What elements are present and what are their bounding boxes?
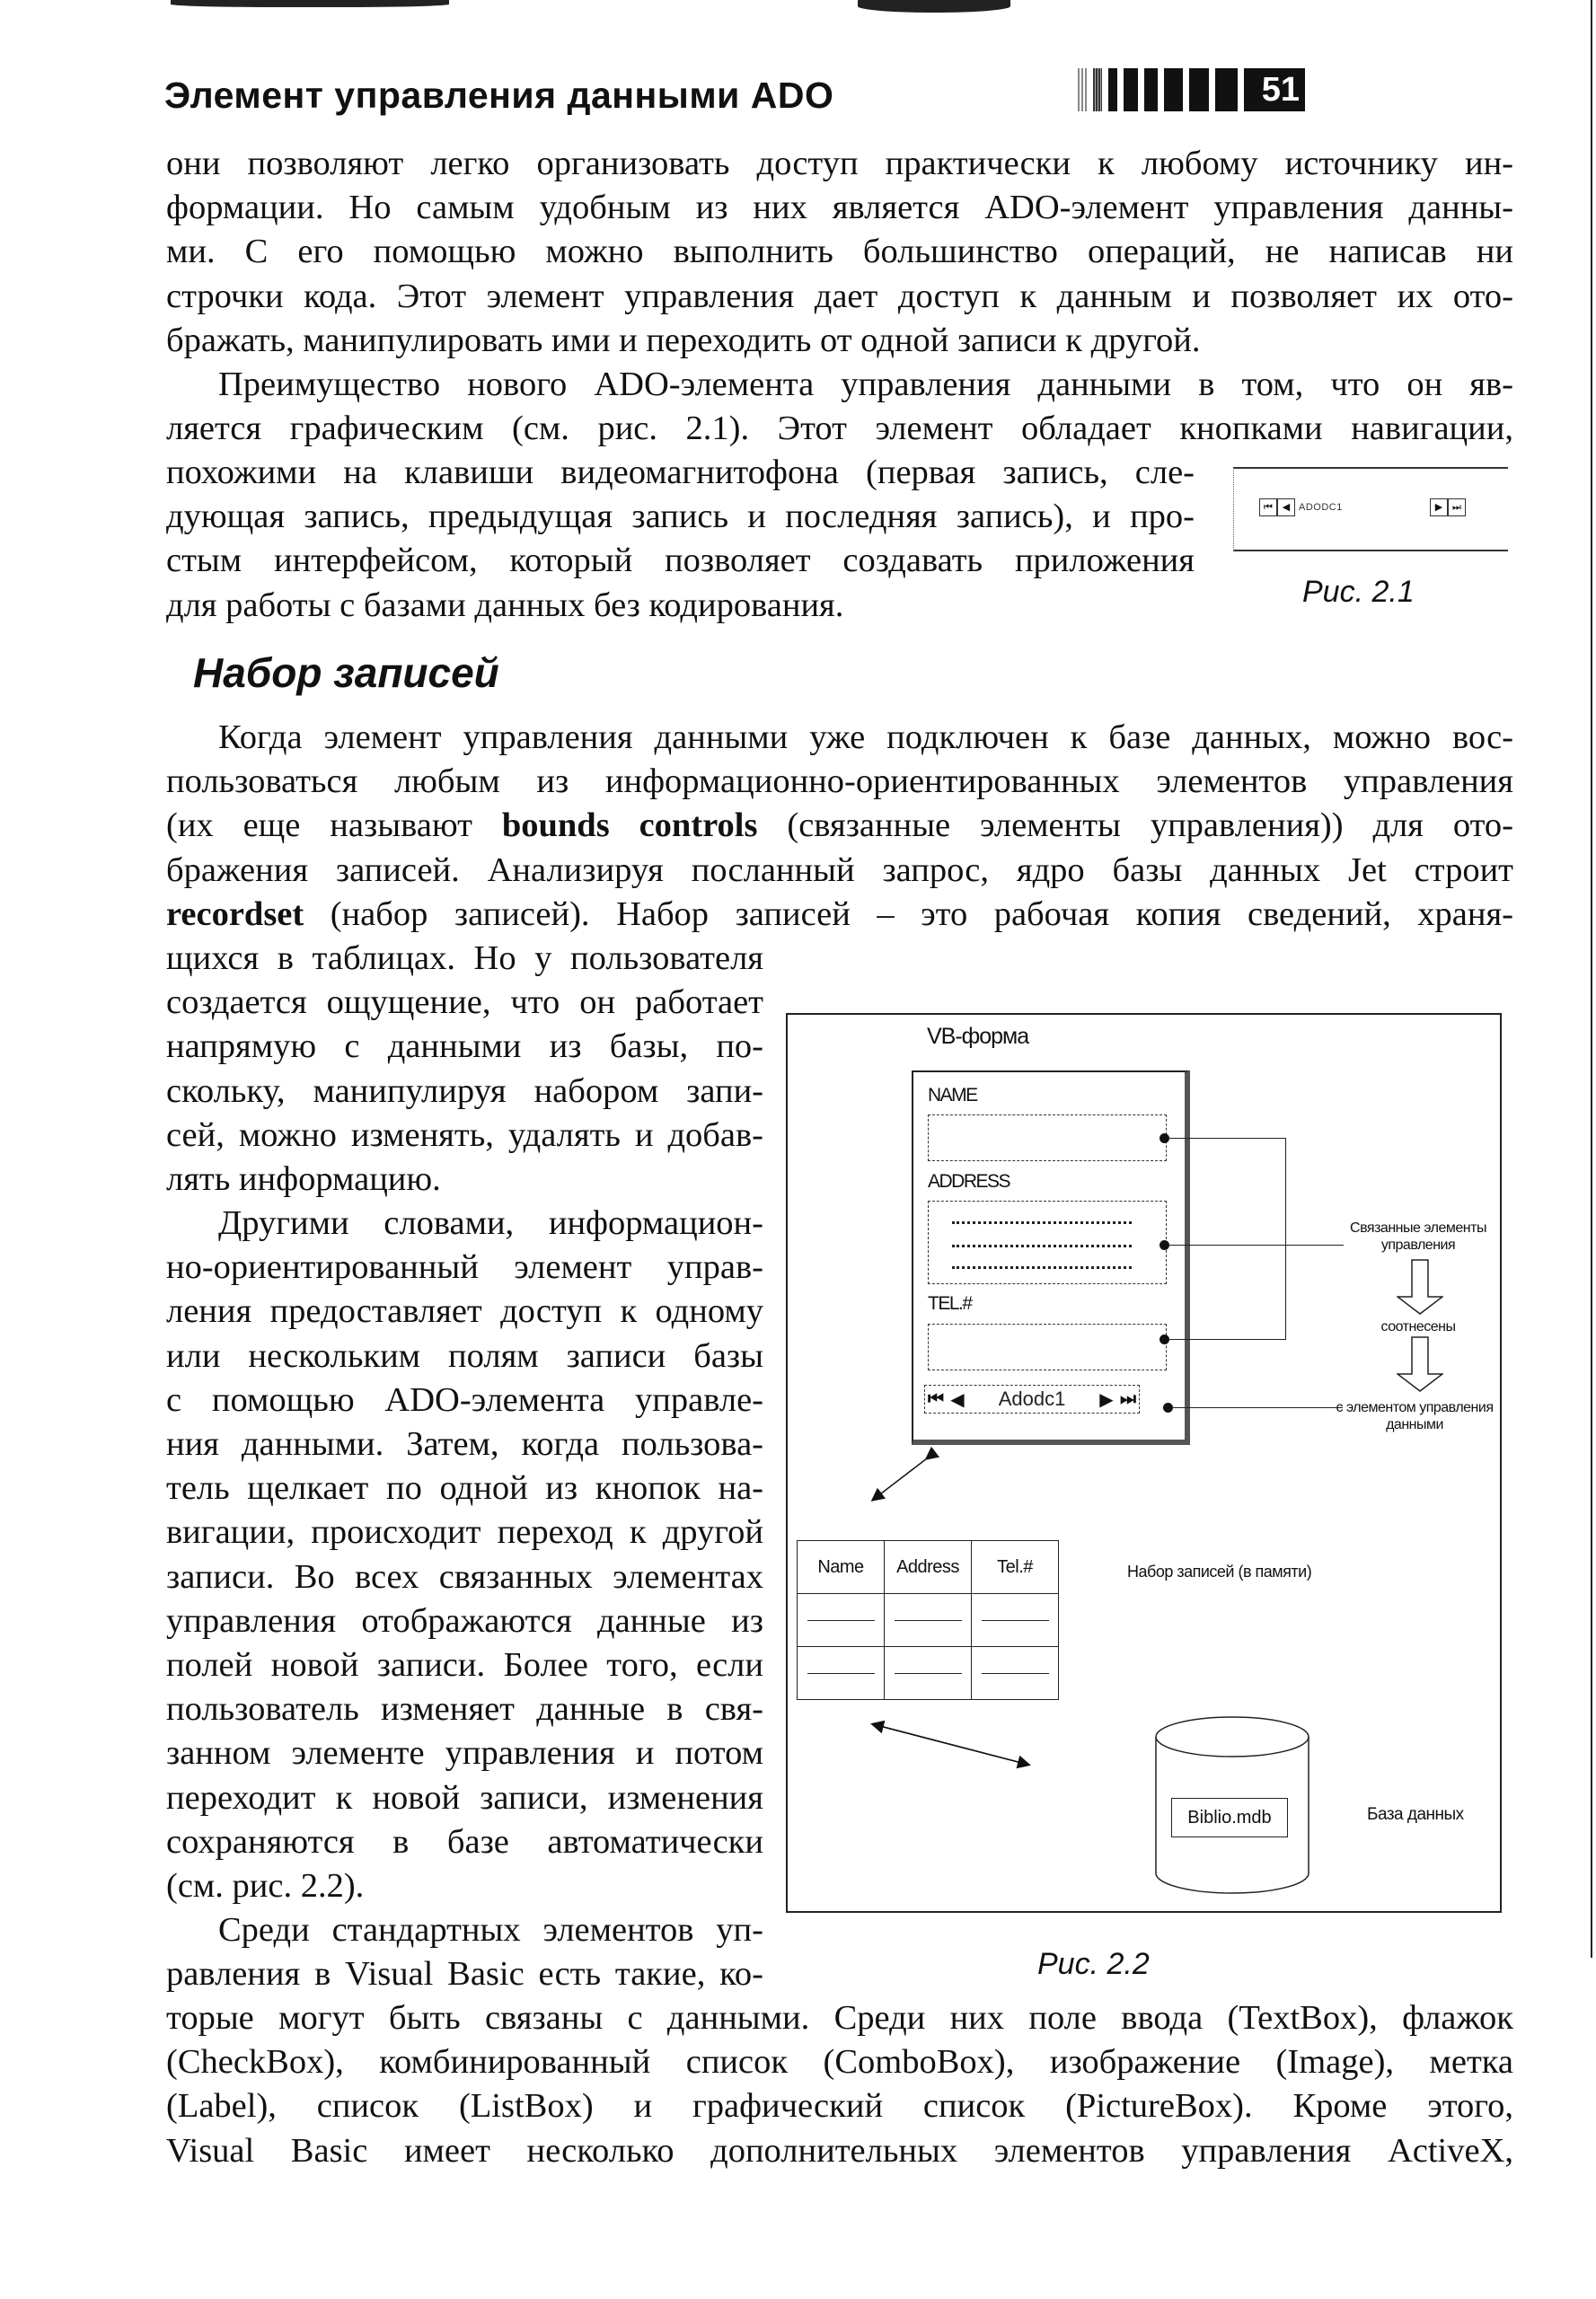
text-line: ления предоставляет доступ к одному [166,1292,763,1331]
adodc-caption: Adodc1 [998,1387,1066,1410]
text-line [166,893,1513,937]
previous-record-button[interactable] [1277,498,1295,516]
text-line: полей новой записи. Более того, если [166,1646,763,1685]
first-record-button[interactable] [1259,498,1277,516]
text-line: ния данными. Затем, когда пользова- [166,1425,763,1464]
label-line: Связанные элементы [1350,1220,1486,1236]
ado-navigation-bar [1259,498,1466,516]
header-bar [1164,68,1183,111]
text-line: создается ощущение, что он работает [166,983,763,1022]
header-bar [1093,68,1102,111]
table-cell [798,1647,885,1700]
header-bar [1108,68,1117,111]
paragraph-5-wrapped [166,1908,763,1996]
column-header-name: Name [798,1541,885,1594]
text-line: переходит к новой записи, изменения [166,1778,763,1817]
text-line: (CheckBox), комбинированный список (ComboBox), изображение (Image), метка [166,2043,1513,2082]
paragraph-3 [166,716,1513,937]
text-line: они позволяют легко организовать доступ практически к любому источнику ин- [166,145,1513,182]
prev-record-icon: ◀ [950,1389,965,1410]
column-header-address: Address [885,1541,972,1594]
header-decorative-bars [1078,68,1305,111]
text-line: пользоваться любым из информационно-ориентированных элементов управления [166,762,1513,801]
header-bar [1144,68,1158,111]
table-cell [798,1594,885,1647]
flow-arrows [788,1015,1503,1915]
figure-2-1-ado-control [1233,467,1508,551]
figure-2-1-caption: Рис. 2.1 [1302,575,1415,609]
next-record-button[interactable] [1430,498,1448,516]
text-line: управления отображаются данные из [166,1601,763,1640]
database-file-label: Biblio.mdb [1171,1798,1288,1837]
text-line: дующая запись, предыдущая запись и последняя запись), и про- [166,498,1195,536]
text-line: торые могут быть связаны с данными. Среди них поле ввода (TextBox), флажок [166,1999,1513,2037]
text-line: пользователь изменяет данные в свя- [166,1690,763,1729]
paragraph-2-wrapped [166,451,1195,628]
text-line: Другими словами, информацион- [218,1204,763,1242]
text-line: ми. С его помощью можно выполнить большинство операций, не написав ни [166,233,1513,271]
table-row [798,1647,1059,1700]
label-line: данными [1386,1417,1443,1432]
text-line: тель щелкает по одной из кнопок на- [166,1469,763,1508]
figure-2-2-caption: Рис. 2.2 [1037,1947,1150,1981]
text-line: сей, можно изменять, удалять и добав- [166,1115,763,1154]
text-line: но-ориентированный элемент управ- [166,1248,763,1287]
label-database: База данных [1367,1805,1464,1824]
scan-artifact-top-middle [858,0,1010,13]
last-record-icon: ⏭ [1120,1388,1136,1409]
text-line: или нескольким полям записи базы [166,1336,763,1375]
last-record-button[interactable] [1448,498,1466,516]
text-fragment: (связанные элементы управления)) для ото- [757,806,1513,845]
recordset-table [797,1540,1059,1700]
figure-2-2-diagram [786,1013,1502,1913]
page-edge-line [1591,0,1592,1958]
text-line: скольку, манипулируя набором запи- [166,1071,763,1110]
text-line: Среди стандартных элементов уп- [218,1911,763,1949]
column-header-tel: Tel.# [972,1541,1059,1594]
text-line: напрямую с данными из базы, по- [166,1027,763,1066]
text-line: похожими на клавиши видеомагнитофона (первая запись, сле- [166,454,1195,491]
header-bar [1078,68,1087,111]
text-line: сохраняются в базе автоматически [166,1822,763,1861]
text-fragment: (набор записей). Набор записей – это рабочая копия сведений, храня- [304,894,1513,933]
text-line: ляется графическим (см. рис. 2.1). Этот элемент обладает кнопками навигации, [166,410,1513,448]
first-record-icon: ⏮ [928,1388,944,1409]
vb-form-title: VB-форма [927,1024,1029,1049]
paragraph-2 [166,363,1513,451]
scan-artifact-top-left [171,0,449,7]
text-line: Преимущество нового ADO-элемента управления данными в том, что он яв- [218,366,1513,403]
page-number: 51 [1244,68,1305,111]
running-header-title: Элемент управления данными ADO [164,75,834,116]
table-cell [972,1594,1059,1647]
text-line [166,804,1513,848]
section-title: Набор записей [193,649,499,696]
label-related: соотнесены [1380,1319,1456,1334]
term-bounds-controls: bounds controls [501,806,758,845]
table-row [798,1594,1059,1647]
table-cell [885,1594,972,1647]
term-recordset: recordset [166,894,304,933]
paragraph-5 [166,1996,1513,2173]
table-cell [972,1647,1059,1700]
next-record-icon: ▶ [1434,501,1443,513]
text-line: занном элементе управления и потом [166,1734,763,1773]
label-recordset-in-memory: Набор записей (в памяти) [1127,1563,1312,1581]
text-line: строчки кода. Этот элемент управления дает доступ к данным и позволяет их ото- [166,277,1513,315]
field-label-name: NAME [928,1085,977,1105]
field-label-tel: TEL.# [928,1293,972,1314]
text-line: вигации, происходит переход к другой [166,1513,763,1552]
text-line: равления в Visual Basic есть такие, ко- [166,1955,763,1994]
label-line: с элементом управления [1336,1400,1494,1415]
label-line: управления [1380,1238,1456,1253]
header-bar [1124,68,1138,111]
text-line: формации. Но самым удобным из них является ADO-элемент управления данны- [166,189,1513,227]
field-label-address: ADDRESS [928,1171,1010,1192]
paragraph-3-wrapped [166,937,763,1202]
text-line: бражения записей. Анализируя посланный запрос, ядро базы данных Jet строит [166,850,1513,889]
first-record-icon: ⏮ [1264,501,1273,513]
text-line: лять информацию. [166,1160,441,1199]
prev-record-icon: ◀ [1282,501,1291,513]
ado-control-caption: ADODC1 [1299,502,1343,513]
text-line: бражать, манипулировать ими и переходить от одной записи к другой. [166,321,1201,359]
paragraph-4 [166,1202,763,1908]
text-line: Visual Basic имеет несколько дополнительных элементов управления ActiveX, [166,2131,1513,2170]
header-bar [1215,68,1238,111]
text-line: записи. Во всех связанных элементах [166,1557,763,1596]
next-record-icon: ▶ [1099,1389,1114,1410]
table-cell [885,1647,972,1700]
text-line: стым интерфейсом, который позволяет создавать приложения [166,542,1195,580]
text-line: щихся в таблицах. Но у пользователя [166,939,763,977]
text-fragment: (их еще называют [166,806,502,845]
header-bar [1189,68,1209,111]
text-line: (см. рис. 2.2). [166,1867,365,1906]
last-record-icon: ⏭ [1452,501,1461,513]
text-line: для работы с базами данных без кодирования. [166,586,844,624]
text-line: с помощью ADO-элемента управле- [166,1380,763,1419]
text-line: Когда элемент управления данными уже подключен к базе данных, можно вос- [218,718,1513,756]
table-header-row [798,1541,1059,1594]
paragraph-1 [166,142,1513,363]
text-line: (Label), список (ListBox) и графический список (PictureBox). Кроме этого, [166,2087,1513,2126]
